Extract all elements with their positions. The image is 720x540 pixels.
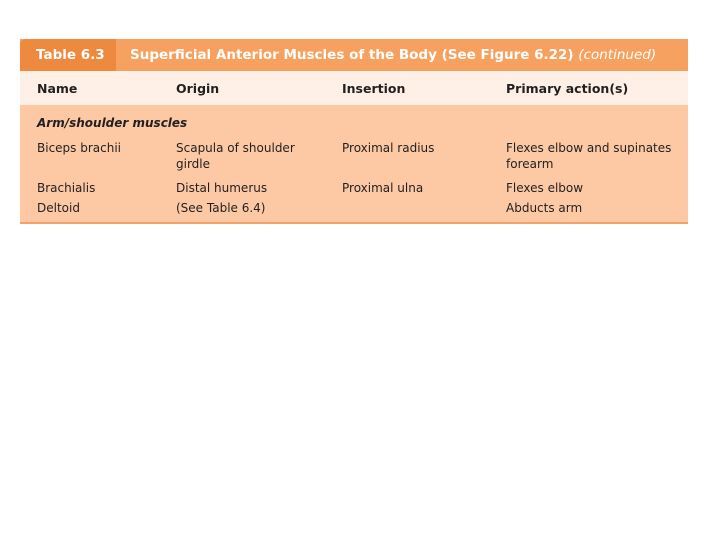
table-body: [20, 105, 688, 224]
cell-insertion: Proximal radius: [342, 141, 435, 155]
table-title-continued: (continued): [578, 47, 657, 63]
table-title-bar: [20, 39, 688, 71]
header-origin: Origin: [176, 80, 220, 96]
section-title: Arm/shoulder muscles: [37, 116, 188, 130]
cell-origin: (See Table 6.4): [176, 201, 266, 215]
cell-insertion: Proximal ulna: [342, 181, 424, 195]
table-row: [20, 198, 688, 218]
table-title-main: Superficial Anterior Muscles of the Body (See Figure 6.22): [130, 47, 574, 63]
cell-insertion: [325, 198, 489, 218]
cell-primary-action: Flexes elbow and supinates forearm: [506, 141, 672, 171]
header-primary-action: Primary action(s): [506, 80, 629, 96]
cell-primary-action: Flexes elbow: [506, 181, 584, 195]
cell-name: Biceps brachii: [37, 141, 122, 155]
table-row: [20, 178, 688, 198]
cell-name: Brachialis: [37, 181, 96, 195]
cell-primary-action: Abducts arm: [506, 201, 583, 215]
cell-name: Deltoid: [37, 201, 80, 215]
muscle-table: [20, 39, 688, 224]
cell-origin: Scapula of shoulder girdle: [176, 141, 295, 171]
table-number: Table 6.3: [20, 39, 116, 71]
table-row: [20, 138, 688, 174]
table-header-row: [20, 71, 688, 105]
table-title: [116, 39, 688, 71]
header-name: Name: [37, 80, 78, 96]
header-insertion: Insertion: [342, 80, 406, 96]
cell-origin: Distal humerus: [176, 181, 268, 195]
